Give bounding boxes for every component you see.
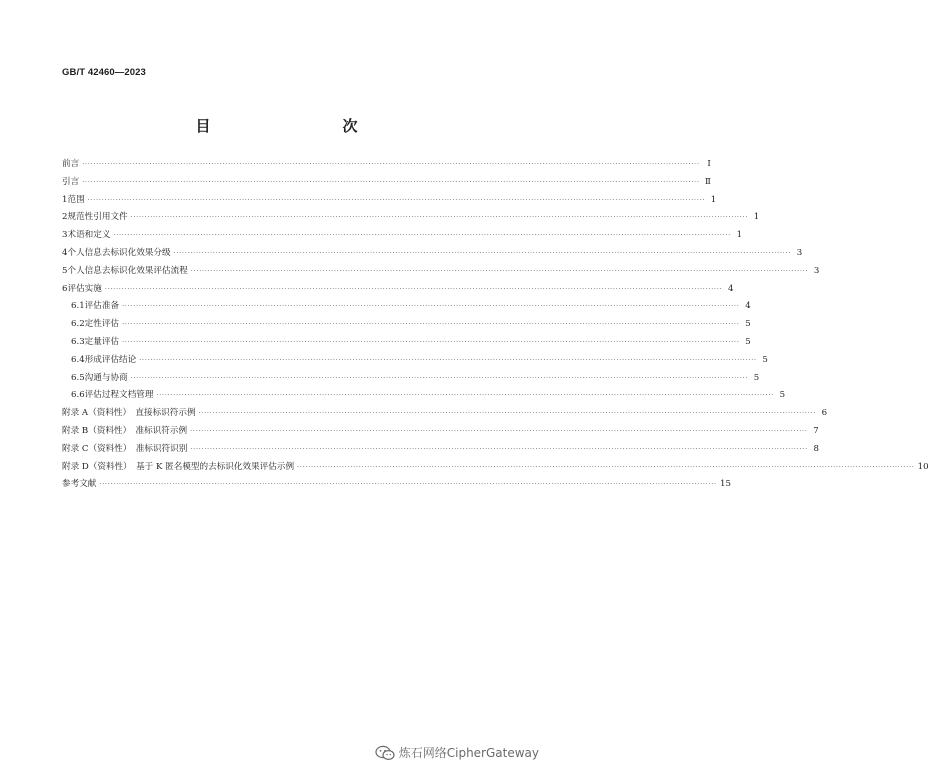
toc-entry-label: 个人信息去标识化效果分级 [67,247,171,258]
watermark [375,744,539,761]
toc-entry-label: 参考文献 [62,479,97,490]
toc-entry[interactable] [62,299,751,317]
toc-entry-page: 1 [753,212,760,223]
toc-entry-number: 6.3 [71,336,85,347]
toc-entry[interactable] [62,317,751,335]
toc-entry-label: 定量评估 [84,336,120,347]
toc-entry-page: 5 [745,336,751,347]
toc-entry-page: 10 [917,461,929,472]
watermark-text: 炼石网络CipherGateway [398,746,539,760]
toc-entry-label: 评估准备 [84,301,120,312]
toc-entry-number: 6.6 [71,390,85,401]
toc-entry-page: 5 [762,354,768,365]
table-of-contents [62,157,929,495]
dot-leader: ···························································································································································································································· [173,249,792,257]
dot-leader: ···························································································································································································································· [122,338,740,346]
toc-entry[interactable] [62,353,768,371]
toc-entry-label: 引言 [62,176,80,187]
toc-entry[interactable] [62,442,819,460]
toc-entry-page: 15 [719,479,731,490]
toc-entry-label: 附录 D（资料性） 基于 K 匿名模型的去标识化效果评估示例 [62,461,295,472]
toc-entry[interactable] [62,246,803,264]
toc-entry[interactable] [62,157,711,175]
dot-leader: ···························································································································································································································· [99,481,717,489]
toc-entry-label: 前言 [62,159,80,169]
toc-entry-page: 7 [813,425,819,436]
dot-leader: ···························································································································································································································· [190,427,808,435]
toc-entry-label: 形成评估结论 [84,354,137,365]
toc-entry-label: 术语和定义 [67,230,111,241]
toc-entry-page: 5 [779,390,786,401]
toc-entry[interactable] [62,388,786,406]
toc-entry-number: 3 [62,230,68,241]
dot-leader: ···························································································································································································································· [198,410,817,418]
toc-entry-page: 1 [736,230,743,241]
dot-leader: ···························································································································································································································· [297,463,915,471]
toc-entry-label: 评估实施 [67,283,102,294]
wechat-icon [375,745,395,761]
toc-entry-label: 规范性引用文件 [67,212,128,223]
toc-entry[interactable] [62,282,734,300]
toc-entry[interactable] [62,424,819,442]
toc-entry-page: 8 [813,443,819,454]
toc-entry[interactable] [62,335,751,353]
standard-code: GB/T 42460—2023 [62,67,146,78]
toc-entry-label: 附录 C（资料性） 准标识符识别 [62,443,188,454]
dot-leader: ···························································································································································································································· [82,161,700,168]
toc-entry[interactable] [62,406,828,424]
toc-entry[interactable] [62,477,731,495]
page-title: 目 次 [195,117,392,135]
toc-entry-page: Ⅱ [704,176,711,187]
toc-entry[interactable] [62,228,743,246]
dot-leader: ···························································································································································································································· [190,267,809,275]
toc-entry-page: 6 [821,408,828,419]
toc-entry-number: 6.1 [71,301,85,312]
toc-entry-page: 1 [710,194,717,205]
toc-entry-label: 附录 B（资料性） 准标识符示例 [62,425,188,436]
toc-entry-page: 3 [813,265,820,276]
toc-entry[interactable] [62,264,820,282]
toc-entry-label: 沟通与协商 [84,372,128,383]
toc-entry[interactable] [62,460,929,478]
dot-leader: ···························································································································································································································· [156,392,775,400]
dot-leader: ···························································································································································································································· [122,321,740,329]
dot-leader: ···························································································································································································································· [130,374,749,382]
toc-entry-number: 1 [62,194,68,205]
dot-leader: ···························································································································································································································· [113,232,732,240]
toc-entry-number: 6.2 [71,319,85,330]
toc-entry-label: 个人信息去标识化效果评估流程 [67,265,188,276]
dot-leader: ···························································································································································································································· [139,356,757,364]
toc-entry-page: 3 [796,247,803,258]
toc-entry-number: 6.5 [71,372,85,383]
toc-entry[interactable] [62,193,717,211]
toc-entry-label: 评估过程文档管理 [84,390,154,401]
toc-entry-label: 定性评估 [84,319,120,330]
dot-leader: ···························································································································································································································· [104,285,723,293]
dot-leader: ···························································································································································································································· [87,196,706,204]
toc-entry-page: 5 [753,372,760,383]
toc-entry-page: 4 [727,283,734,294]
dot-leader: ···························································································································································································································· [190,445,808,453]
toc-entry-label: 范围 [67,194,85,205]
toc-entry-page: 5 [745,319,751,330]
toc-entry-label: 附录 A（资料性） 直接标识符示例 [62,408,196,419]
toc-entry[interactable] [62,210,760,228]
toc-entry-number: 2 [62,212,68,223]
toc-entry[interactable] [62,175,711,193]
toc-entry[interactable] [62,371,760,389]
dot-leader: ···························································································································································································································· [122,303,740,311]
dot-leader: ···························································································································································································································· [82,178,700,186]
toc-entry-number: 6.4 [71,354,85,365]
toc-entry-number: 4 [62,247,68,258]
toc-entry-number: 5 [62,265,68,276]
toc-entry-page: 4 [745,301,751,312]
dot-leader: ···························································································································································································································· [130,214,749,222]
toc-entry-number: 6 [62,283,68,294]
toc-entry-page: Ⅰ [707,159,711,169]
